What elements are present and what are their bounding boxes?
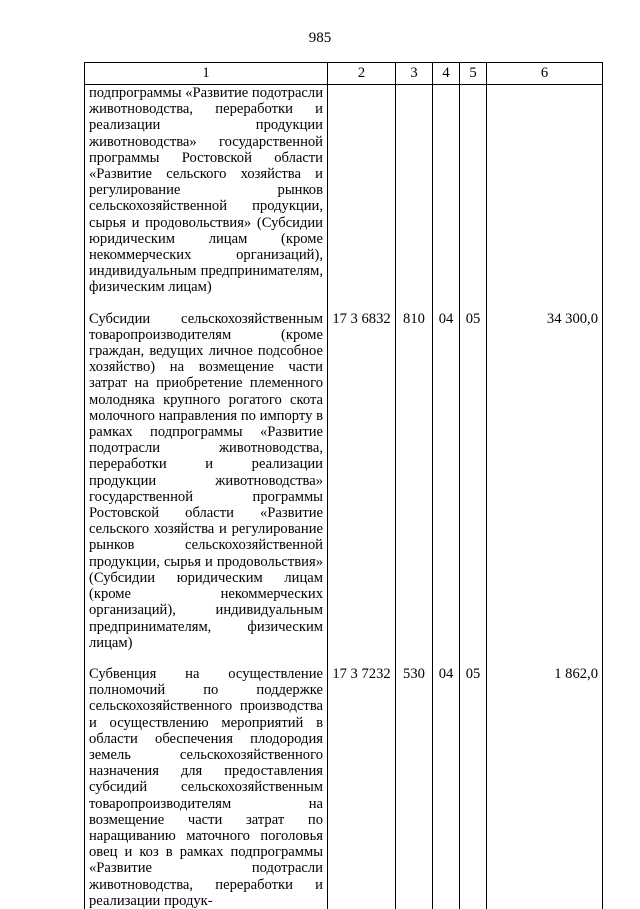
amount — [487, 85, 603, 296]
header-cell: 5 — [460, 63, 487, 85]
section: 04 — [433, 296, 460, 651]
amount: 34 300,0 — [487, 296, 603, 651]
page-number: 985 — [308, 30, 332, 46]
subsection: 05 — [460, 296, 487, 651]
target-code: 17 3 6832 — [328, 296, 396, 651]
header-cell: 3 — [396, 63, 433, 85]
target-code — [328, 85, 396, 296]
item-name: Субсидии сельскохозяйственным товаропроизводителям (кроме граждан, ведущих личное подсобное хозяйство) на возмещение части затрат на приобретение племенного молодняка крупного рогатого скота молочного направления по импорту в рамках подпрограммы «Развитие подотрасли животноводства, переработки и реализации продукции животноводства» государственной программы Ростовской области «Развитие сельского хозяйства и регулирование рынков сельскохозяйственной продукции, сырья и продовольствия» (Субсидии юридическим лицам (кроме некоммерческих организаций), индивидуальным предпринимателям, физическим лицам) — [85, 296, 328, 651]
expense-type: 810 — [396, 296, 433, 651]
section — [433, 85, 460, 296]
table-row — [85, 651, 603, 909]
table-row — [85, 85, 603, 296]
subsection: 05 — [460, 651, 487, 909]
amount: 1 862,0 — [487, 651, 603, 909]
expense-type: 530 — [396, 651, 433, 909]
header-cell: 1 — [85, 63, 328, 85]
header-cell: 2 — [328, 63, 396, 85]
expense-type — [396, 85, 433, 296]
section: 04 — [433, 651, 460, 909]
header-cell: 6 — [487, 63, 603, 85]
subsection — [460, 85, 487, 296]
table-header-row — [85, 63, 603, 85]
item-name: подпрограммы «Развитие подотрасли животноводства, переработки и реализации продукции животноводства» государственной программы Ростовской области «Развитие сельского хозяйства и регулирование рынков сельскохозяйственной продукции, сырья и продовольствия» (Субсидии юридическим лицам (кроме некоммерческих организаций), индивидуальным предпринимателям, физическим лицам) — [85, 85, 328, 296]
target-code: 17 3 7232 — [328, 651, 396, 909]
item-name: Субвенция на осуществление полномочий по поддержке сельскохозяйственного производства и осуществлению мероприятий в области обеспечения плодородия земель сельскохозяйственного назначения для предоставления субсидий сельскохозяйственным товаропроизводителям на возмещение части затрат по наращиванию маточного поголовья овец и коз в рамках подпрограммы «Развитие подотрасли животноводства, переработки и реализации продук- — [85, 651, 328, 909]
budget-table — [84, 62, 603, 909]
header-cell: 4 — [433, 63, 460, 85]
table-row — [85, 296, 603, 651]
